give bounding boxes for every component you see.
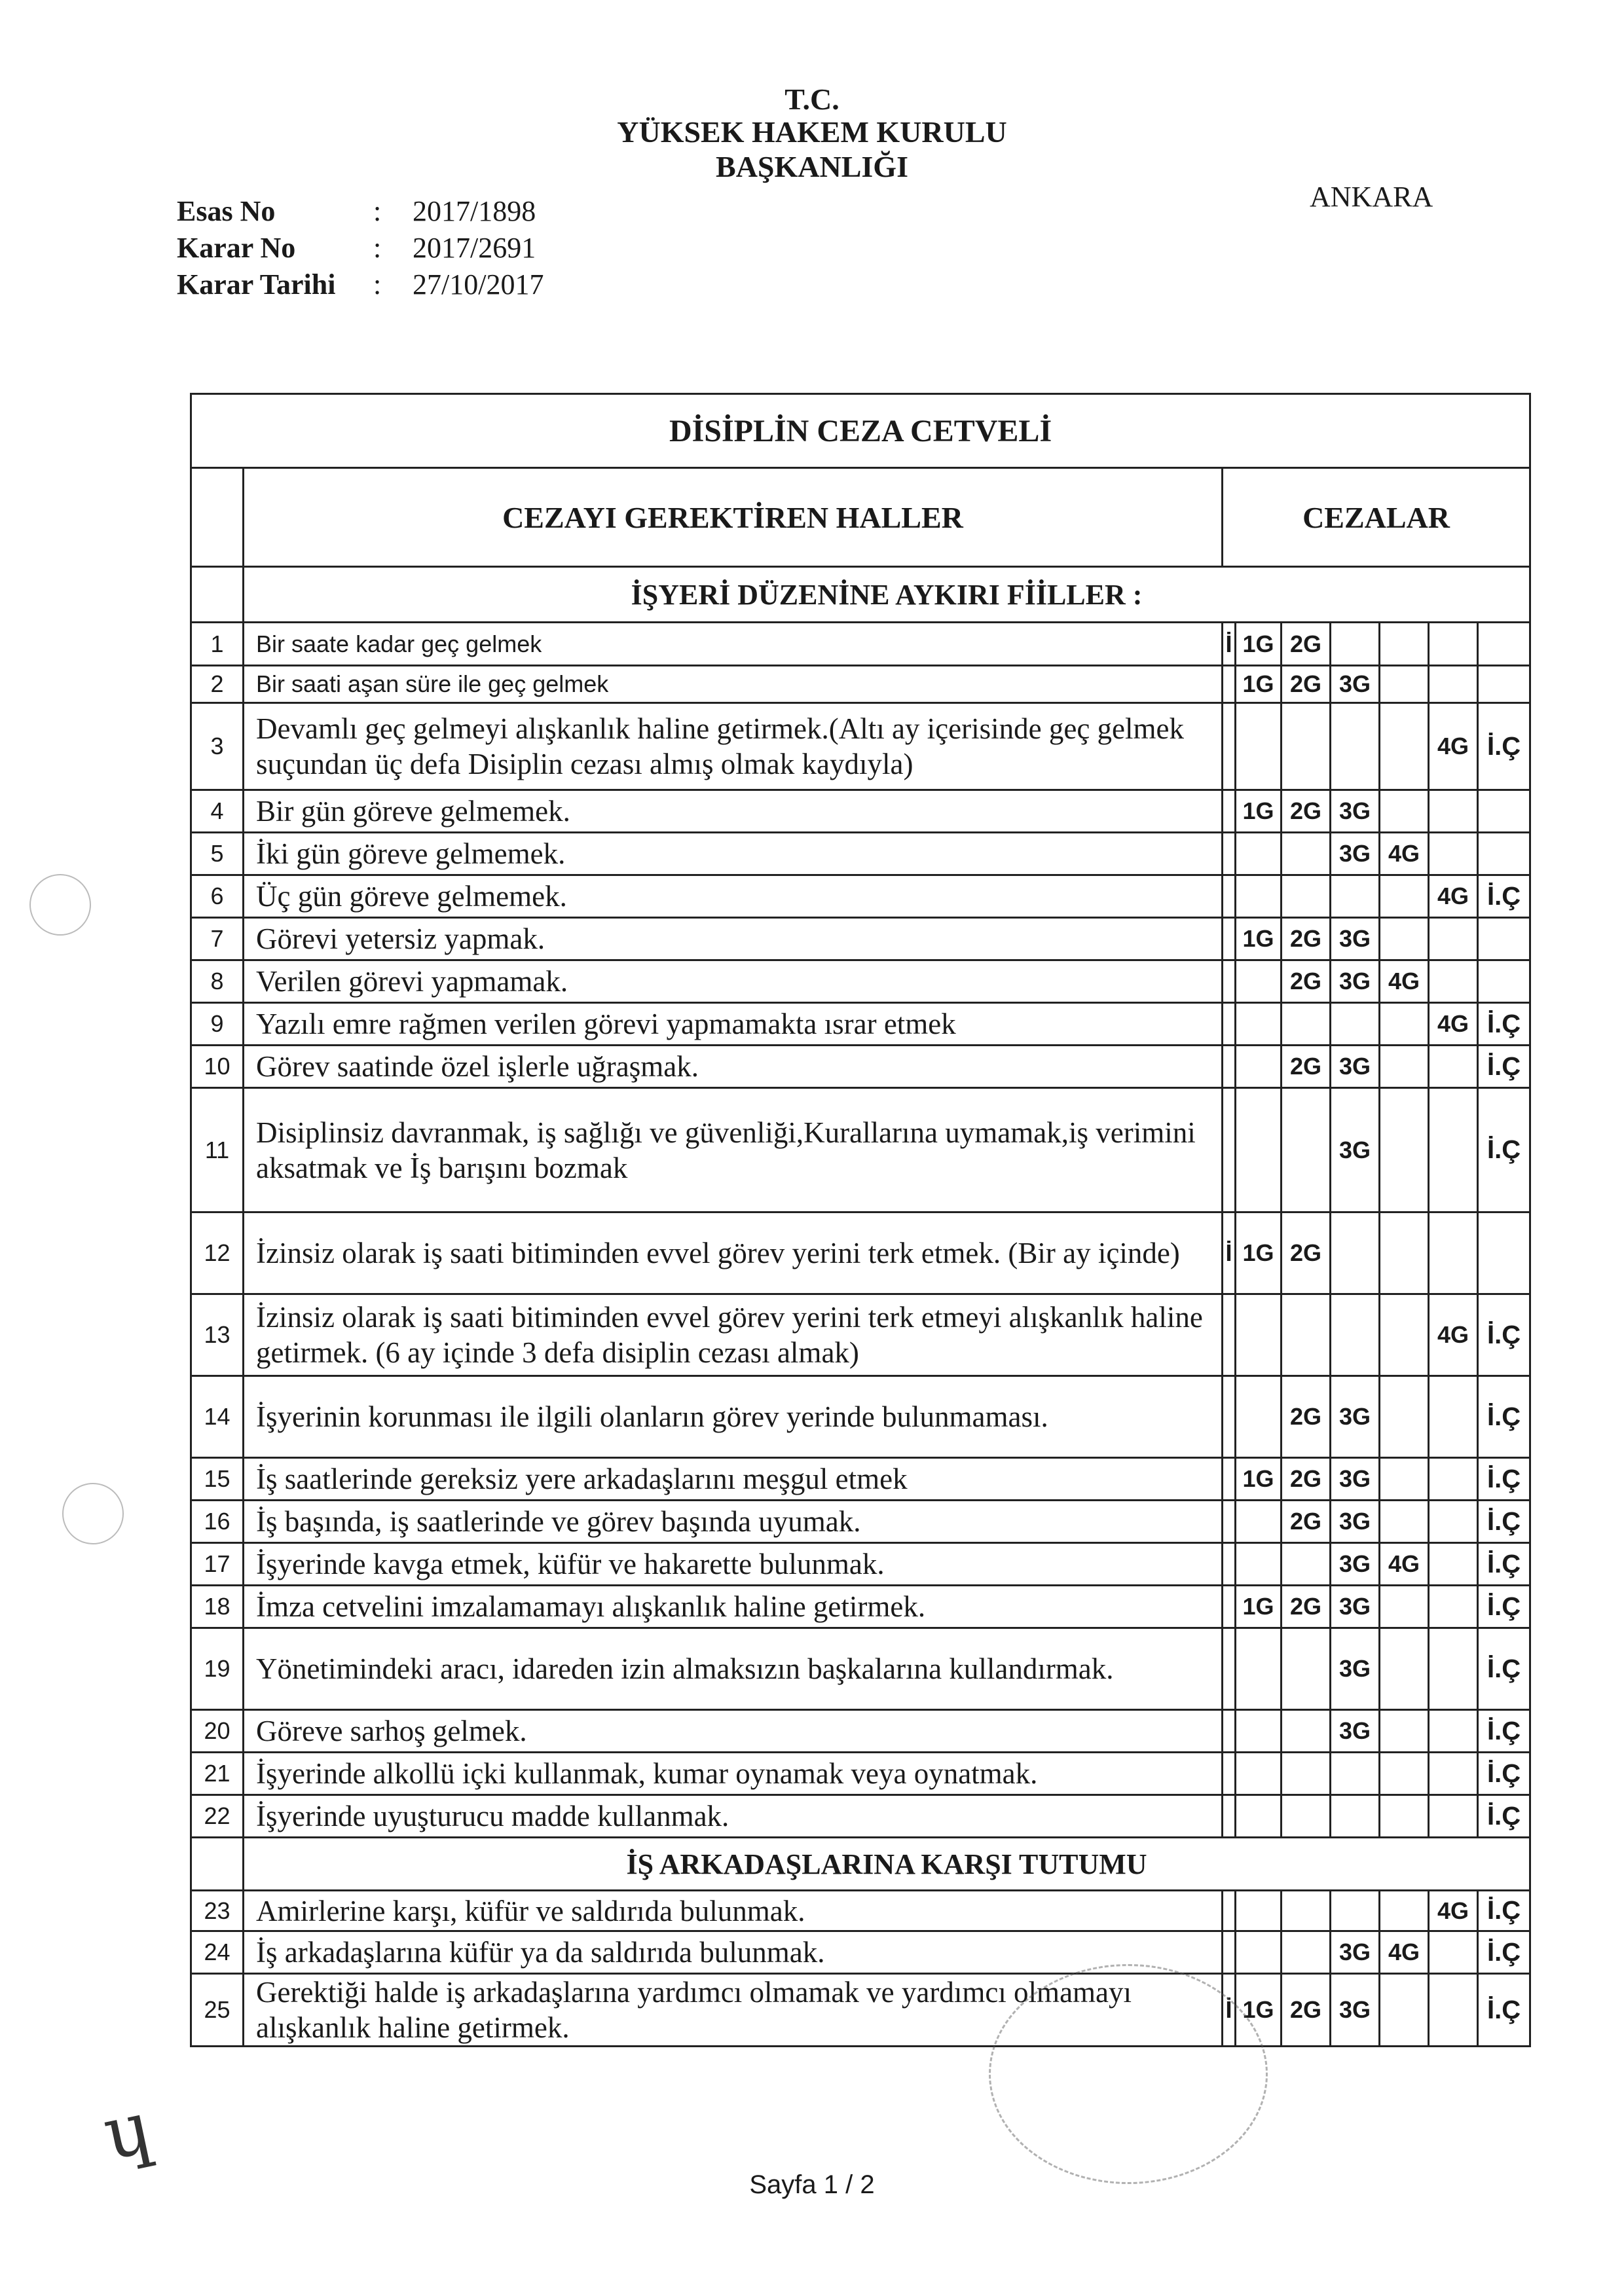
section-header-colleagues: İŞ ARKADAŞLARINA KARŞI TUTUMU xyxy=(244,1838,1530,1891)
case-description: İşyerinde alkollü içki kullanmak, kumar oynamak veya oynatmak. xyxy=(244,1753,1223,1795)
penalty-cell xyxy=(1429,1501,1478,1543)
penalty-cell xyxy=(1282,703,1331,790)
penalty-cell: 3G xyxy=(1331,1628,1380,1710)
table-row xyxy=(191,623,1530,666)
penalty-cell xyxy=(1478,918,1530,960)
penalty-cell: 2G xyxy=(1282,666,1331,703)
row-number: 6 xyxy=(191,875,244,918)
penalty-cell: 4G xyxy=(1429,875,1478,918)
penalty-cell: 4G xyxy=(1380,1543,1429,1586)
penalty-cell xyxy=(1236,1088,1282,1212)
penalty-cell xyxy=(1223,1628,1236,1710)
penalty-cell: İ.Ç xyxy=(1478,1931,1530,1974)
row-number: 12 xyxy=(191,1212,244,1294)
penalty-cell xyxy=(1429,1376,1478,1458)
penalty-cell: 3G xyxy=(1331,1543,1380,1586)
meta-esas xyxy=(177,193,544,230)
case-description: İşyerinin korunması ile ilgili olanların görev yerinde bulunmaması. xyxy=(244,1376,1223,1458)
case-description: Amirlerine karşı, küfür ve saldırıda bulunmak. xyxy=(244,1891,1223,1931)
table-row xyxy=(191,1586,1530,1628)
table-title: DİSİPLİN CEZA CETVELİ xyxy=(191,394,1530,468)
penalty-cell xyxy=(1429,833,1478,875)
penalty-cell xyxy=(1429,1046,1478,1088)
penalty-cell: İ xyxy=(1223,1974,1236,2047)
penalty-cell xyxy=(1223,790,1236,833)
case-meta xyxy=(177,193,544,303)
penalty-cell: İ.Ç xyxy=(1478,1753,1530,1795)
penalty-cell: 1G xyxy=(1236,1212,1282,1294)
penalty-cell: 2G xyxy=(1282,790,1331,833)
case-description: İzinsiz olarak iş saati bitiminden evvel görev yerini terk etmek. (Bir ay içinde) xyxy=(244,1212,1223,1294)
penalty-cell: 4G xyxy=(1429,1891,1478,1931)
penalty-cell: 3G xyxy=(1331,666,1380,703)
penalty-cell xyxy=(1236,1501,1282,1543)
penalty-cell: İ.Ç xyxy=(1478,1543,1530,1586)
penalty-cell xyxy=(1223,1376,1236,1458)
penalty-cell: 1G xyxy=(1236,666,1282,703)
penalty-cell xyxy=(1429,1543,1478,1586)
penalty-cell xyxy=(1429,1753,1478,1795)
penalty-cell: 3G xyxy=(1331,833,1380,875)
penalty-cell: 2G xyxy=(1282,623,1331,666)
case-description: İşyerinde kavga etmek, küfür ve hakarette bulunmak. xyxy=(244,1543,1223,1586)
penalty-cell xyxy=(1223,1003,1236,1046)
row-number: 11 xyxy=(191,1088,244,1212)
row-number: 10 xyxy=(191,1046,244,1088)
penalty-cell xyxy=(1282,1628,1331,1710)
meta-label: Esas No xyxy=(177,195,276,227)
penalty-cell xyxy=(1236,1003,1282,1046)
case-description: İşyerinde uyuşturucu madde kullanmak. xyxy=(244,1795,1223,1838)
penalty-cell xyxy=(1236,875,1282,918)
penalty-cell xyxy=(1380,1501,1429,1543)
penalty-cell xyxy=(1223,1891,1236,1931)
table-row xyxy=(191,1974,1530,2047)
penalty-cell: 3G xyxy=(1331,1586,1380,1628)
penalty-cell xyxy=(1223,703,1236,790)
penalty-cell xyxy=(1282,1294,1331,1376)
penalty-cell xyxy=(1380,666,1429,703)
penalty-cell xyxy=(1331,1795,1380,1838)
penalty-cell: 2G xyxy=(1282,960,1331,1003)
discipline-penalty-table xyxy=(190,393,1531,2047)
penalty-cell: İ.Ç xyxy=(1478,1974,1530,2047)
penalty-cell xyxy=(1429,623,1478,666)
table-row xyxy=(191,1046,1530,1088)
table-row xyxy=(191,918,1530,960)
penalty-cell xyxy=(1223,918,1236,960)
penalty-cell xyxy=(1429,1710,1478,1753)
penalty-cell: İ.Ç xyxy=(1478,1795,1530,1838)
table-row xyxy=(191,1543,1530,1586)
meta-karar xyxy=(177,230,544,266)
penalty-cell xyxy=(1236,1753,1282,1795)
penalty-cell xyxy=(1282,1753,1331,1795)
row-number: 20 xyxy=(191,1710,244,1753)
case-description: Disiplinsiz davranmak, iş sağlığı ve güvenliği,Kurallarına uymamak,iş verimini aksatmak ve İş barışını bozmak xyxy=(244,1088,1223,1212)
row-number: 15 xyxy=(191,1458,244,1501)
penalty-cell xyxy=(1380,1458,1429,1501)
penalty-cell xyxy=(1429,1088,1478,1212)
penalty-cell: 2G xyxy=(1282,1458,1331,1501)
section-number-cell xyxy=(191,1838,244,1891)
case-description: Göreve sarhoş gelmek. xyxy=(244,1710,1223,1753)
penalty-cell xyxy=(1429,1974,1478,2047)
penalty-cell xyxy=(1331,1294,1380,1376)
table-row xyxy=(191,833,1530,875)
penalty-cell xyxy=(1223,833,1236,875)
penalty-cell xyxy=(1236,1046,1282,1088)
penalty-cell xyxy=(1236,1710,1282,1753)
penalty-cell xyxy=(1282,1003,1331,1046)
penalty-cell: 1G xyxy=(1236,1586,1282,1628)
penalty-cell xyxy=(1236,1931,1282,1974)
case-description: İmza cetvelini imzalamamayı alışkanlık haline getirmek. xyxy=(244,1586,1223,1628)
table-row xyxy=(191,1628,1530,1710)
meta-sep: : xyxy=(373,195,382,227)
penalty-cell: 4G xyxy=(1429,703,1478,790)
penalty-cell xyxy=(1380,1294,1429,1376)
case-description: Bir saate kadar geç gelmek xyxy=(244,623,1223,666)
penalty-cell xyxy=(1380,1628,1429,1710)
table-row xyxy=(191,960,1530,1003)
penalty-cell xyxy=(1236,1376,1282,1458)
penalty-cell xyxy=(1236,1891,1282,1931)
penalty-cell xyxy=(1223,1294,1236,1376)
penalty-cell: İ.Ç xyxy=(1478,1294,1530,1376)
penalty-cell: 4G xyxy=(1380,833,1429,875)
penalty-cell: İ.Ç xyxy=(1478,1376,1530,1458)
penalty-cell xyxy=(1223,1710,1236,1753)
penalty-cell xyxy=(1331,875,1380,918)
case-description: Bir saati aşan süre ile geç gelmek xyxy=(244,666,1223,703)
meta-value: 2017/2691 xyxy=(413,232,536,264)
penalty-cell xyxy=(1429,1795,1478,1838)
penalty-cell: 3G xyxy=(1331,1458,1380,1501)
penalty-cell: 3G xyxy=(1331,1501,1380,1543)
penalty-cell xyxy=(1223,1586,1236,1628)
penalty-cell: 3G xyxy=(1331,918,1380,960)
penalty-cell: İ.Ç xyxy=(1478,1501,1530,1543)
penalty-cell: İ xyxy=(1223,1212,1236,1294)
row-number: 18 xyxy=(191,1586,244,1628)
penalty-cell xyxy=(1429,1212,1478,1294)
column-header-penalties: CEZALAR xyxy=(1223,468,1530,567)
penalty-cell xyxy=(1282,1891,1331,1931)
penalty-cell xyxy=(1223,960,1236,1003)
penalty-cell: 2G xyxy=(1282,1212,1331,1294)
penalty-cell xyxy=(1331,1891,1380,1931)
row-number: 7 xyxy=(191,918,244,960)
penalty-cell xyxy=(1282,1088,1331,1212)
row-number: 4 xyxy=(191,790,244,833)
table-row xyxy=(191,1931,1530,1974)
penalty-cell: 2G xyxy=(1282,1376,1331,1458)
penalty-cell xyxy=(1380,703,1429,790)
penalty-cell xyxy=(1331,703,1380,790)
case-description: İş arkadaşlarına küfür ya da saldırıda bulunmak. xyxy=(244,1931,1223,1974)
penalty-cell xyxy=(1380,1003,1429,1046)
penalty-cell xyxy=(1331,1003,1380,1046)
penalty-cell: İ.Ç xyxy=(1478,1088,1530,1212)
penalty-cell: İ.Ç xyxy=(1478,1458,1530,1501)
penalty-cell xyxy=(1331,623,1380,666)
row-number: 2 xyxy=(191,666,244,703)
penalty-cell xyxy=(1236,1543,1282,1586)
penalty-cell xyxy=(1429,666,1478,703)
meta-sep: : xyxy=(373,268,382,301)
penalty-cell xyxy=(1429,1458,1478,1501)
penalty-cell xyxy=(1282,1543,1331,1586)
section-row xyxy=(191,1838,1530,1891)
penalty-cell: 2G xyxy=(1282,1586,1331,1628)
meta-value: 27/10/2017 xyxy=(413,268,544,301)
meta-label: Karar No xyxy=(177,232,296,264)
case-description: Devamlı geç gelmeyi alışkanlık haline getirmek.(Altı ay içerisinde geç gelmek suçundan üç defa Disiplin cezası almış olmak kaydıyla) xyxy=(244,703,1223,790)
penalty-cell xyxy=(1380,623,1429,666)
penalty-cell: 3G xyxy=(1331,960,1380,1003)
penalty-cell xyxy=(1380,1586,1429,1628)
case-description: Yazılı emre rağmen verilen görevi yapmamakta ısrar etmek xyxy=(244,1003,1223,1046)
corner-cell xyxy=(191,468,244,567)
table-row xyxy=(191,703,1530,790)
penalty-cell: İ.Ç xyxy=(1478,1891,1530,1931)
handwritten-initial: ɥ xyxy=(96,2085,160,2176)
penalty-cell: İ xyxy=(1223,623,1236,666)
penalty-cell xyxy=(1380,1376,1429,1458)
penalty-cell xyxy=(1223,1795,1236,1838)
row-number: 14 xyxy=(191,1376,244,1458)
penalty-cell xyxy=(1380,790,1429,833)
header-institution: YÜKSEK HAKEM KURULU xyxy=(617,115,1007,149)
penalty-cell xyxy=(1223,1543,1236,1586)
row-number: 16 xyxy=(191,1501,244,1543)
penalty-cell: 3G xyxy=(1331,1710,1380,1753)
penalty-cell: 3G xyxy=(1331,1931,1380,1974)
row-number: 19 xyxy=(191,1628,244,1710)
table-row xyxy=(191,1710,1530,1753)
penalty-cell: İ.Ç xyxy=(1478,1586,1530,1628)
penalty-cell xyxy=(1236,833,1282,875)
penalty-cell xyxy=(1429,1628,1478,1710)
penalty-cell xyxy=(1282,1710,1331,1753)
penalty-cell xyxy=(1223,1046,1236,1088)
table-row xyxy=(191,1088,1530,1212)
punch-hole-bottom xyxy=(62,1483,124,1544)
table-row xyxy=(191,1376,1530,1458)
penalty-cell: 3G xyxy=(1331,790,1380,833)
row-number: 13 xyxy=(191,1294,244,1376)
penalty-cell xyxy=(1380,1212,1429,1294)
penalty-cell xyxy=(1223,1931,1236,1974)
penalty-cell xyxy=(1429,1586,1478,1628)
row-number: 22 xyxy=(191,1795,244,1838)
penalty-cell xyxy=(1478,833,1530,875)
penalty-cell xyxy=(1478,1212,1530,1294)
penalty-cell xyxy=(1223,666,1236,703)
penalty-cell: 3G xyxy=(1331,1974,1380,2047)
table-row xyxy=(191,1003,1530,1046)
table-row xyxy=(191,1501,1530,1543)
case-description: Üç gün göreve gelmemek. xyxy=(244,875,1223,918)
header-presidency: BAŞKANLIĞI xyxy=(716,150,908,183)
penalty-cell xyxy=(1236,703,1282,790)
penalty-cell xyxy=(1282,875,1331,918)
penalty-cell xyxy=(1282,833,1331,875)
penalty-cell xyxy=(1380,875,1429,918)
penalty-cell: 3G xyxy=(1331,1376,1380,1458)
table-row xyxy=(191,790,1530,833)
penalty-cell xyxy=(1380,1974,1429,2047)
penalty-cell: 2G xyxy=(1282,1974,1331,2047)
penalty-cell: 4G xyxy=(1380,960,1429,1003)
row-number: 1 xyxy=(191,623,244,666)
row-number: 21 xyxy=(191,1753,244,1795)
penalty-cell xyxy=(1380,1753,1429,1795)
penalty-cell: İ.Ç xyxy=(1478,1003,1530,1046)
column-header-cases: CEZAYI GEREKTİREN HALLER xyxy=(244,468,1223,567)
penalty-cell: 1G xyxy=(1236,1974,1282,2047)
penalty-cell: İ.Ç xyxy=(1478,703,1530,790)
row-number: 17 xyxy=(191,1543,244,1586)
case-description: Görevi yetersiz yapmak. xyxy=(244,918,1223,960)
meta-tarih xyxy=(177,266,544,303)
case-description: İki gün göreve gelmemek. xyxy=(244,833,1223,875)
penalty-cell xyxy=(1380,1046,1429,1088)
penalty-cell: 3G xyxy=(1331,1088,1380,1212)
penalty-cell xyxy=(1380,1088,1429,1212)
penalty-cell xyxy=(1223,1458,1236,1501)
table-row xyxy=(191,1212,1530,1294)
punch-hole-top xyxy=(29,874,91,936)
row-number: 9 xyxy=(191,1003,244,1046)
page-footer: Sayfa 1 / 2 xyxy=(749,2170,875,2199)
penalty-cell xyxy=(1429,960,1478,1003)
table-row xyxy=(191,1294,1530,1376)
penalty-cell: 4G xyxy=(1429,1003,1478,1046)
penalty-cell xyxy=(1223,1088,1236,1212)
penalty-cell xyxy=(1331,1753,1380,1795)
city-label: ANKARA xyxy=(1310,181,1433,213)
table-row xyxy=(191,666,1530,703)
row-number: 5 xyxy=(191,833,244,875)
penalty-cell xyxy=(1478,960,1530,1003)
penalty-cell xyxy=(1380,918,1429,960)
penalty-cell: İ.Ç xyxy=(1478,1628,1530,1710)
row-number: 8 xyxy=(191,960,244,1003)
case-description: İş başında, iş saatlerinde ve görev başında uyumak. xyxy=(244,1501,1223,1543)
row-number: 3 xyxy=(191,703,244,790)
penalty-cell xyxy=(1236,1294,1282,1376)
penalty-cell: 4G xyxy=(1380,1931,1429,1974)
penalty-cell xyxy=(1223,1501,1236,1543)
penalty-cell xyxy=(1478,666,1530,703)
section-number-cell xyxy=(191,567,244,623)
table-row xyxy=(191,1458,1530,1501)
case-description: Görev saatinde özel işlerle uğraşmak. xyxy=(244,1046,1223,1088)
case-description: İzinsiz olarak iş saati bitiminden evvel görev yerini terk etmeyi alışkanlık haline getirmek. (6 ay içinde 3 defa disiplin cezası almak) xyxy=(244,1294,1223,1376)
penalty-cell: İ.Ç xyxy=(1478,875,1530,918)
penalty-cell xyxy=(1236,1795,1282,1838)
penalty-cell: 1G xyxy=(1236,623,1282,666)
penalty-cell xyxy=(1282,1931,1331,1974)
penalty-cell xyxy=(1223,1753,1236,1795)
penalty-cell: İ.Ç xyxy=(1478,1046,1530,1088)
table-row xyxy=(191,1795,1530,1838)
table-row xyxy=(191,875,1530,918)
meta-value: 2017/1898 xyxy=(413,195,536,227)
penalty-cell xyxy=(1429,790,1478,833)
penalty-cell xyxy=(1429,918,1478,960)
case-description: Gerektiği halde iş arkadaşlarına yardımcı olmamak ve yardımcı olmamayı alışkanlık haline getirmek. xyxy=(244,1974,1223,2047)
meta-sep: : xyxy=(373,232,382,264)
row-number: 25 xyxy=(191,1974,244,2047)
penalty-cell xyxy=(1236,960,1282,1003)
case-description: İş saatlerinde gereksiz yere arkadaşlarını meşgul etmek xyxy=(244,1458,1223,1501)
penalty-cell: 2G xyxy=(1282,918,1331,960)
case-description: Verilen görevi yapmamak. xyxy=(244,960,1223,1003)
case-description: Bir gün göreve gelmemek. xyxy=(244,790,1223,833)
penalty-cell: 1G xyxy=(1236,1458,1282,1501)
penalty-cell: 1G xyxy=(1236,790,1282,833)
penalty-cell xyxy=(1236,1628,1282,1710)
penalty-cell: 1G xyxy=(1236,918,1282,960)
row-number: 24 xyxy=(191,1931,244,1974)
header-tc: T.C. xyxy=(784,82,840,116)
penalty-cell xyxy=(1380,1710,1429,1753)
table-row xyxy=(191,1891,1530,1931)
penalty-cell xyxy=(1478,623,1530,666)
penalty-cell xyxy=(1380,1795,1429,1838)
penalty-cell xyxy=(1331,1212,1380,1294)
table-row xyxy=(191,1753,1530,1795)
case-description: Yönetimindeki aracı, idareden izin almaksızın başkalarına kullandırmak. xyxy=(244,1628,1223,1710)
penalty-cell xyxy=(1478,790,1530,833)
penalty-cell: 2G xyxy=(1282,1501,1331,1543)
penalty-cell: İ.Ç xyxy=(1478,1710,1530,1753)
penalty-cell xyxy=(1380,1891,1429,1931)
row-number: 23 xyxy=(191,1891,244,1931)
meta-label: Karar Tarihi xyxy=(177,268,336,301)
penalty-cell: 4G xyxy=(1429,1294,1478,1376)
penalty-cell: 2G xyxy=(1282,1046,1331,1088)
seal-stamp xyxy=(989,1964,1268,2184)
penalty-cell xyxy=(1282,1795,1331,1838)
section-header-workplace: İŞYERİ DÜZENİNE AYKIRI FİİLLER : xyxy=(244,567,1530,623)
penalty-cell xyxy=(1223,875,1236,918)
penalty-cell xyxy=(1429,1931,1478,1974)
penalty-cell: 3G xyxy=(1331,1046,1380,1088)
